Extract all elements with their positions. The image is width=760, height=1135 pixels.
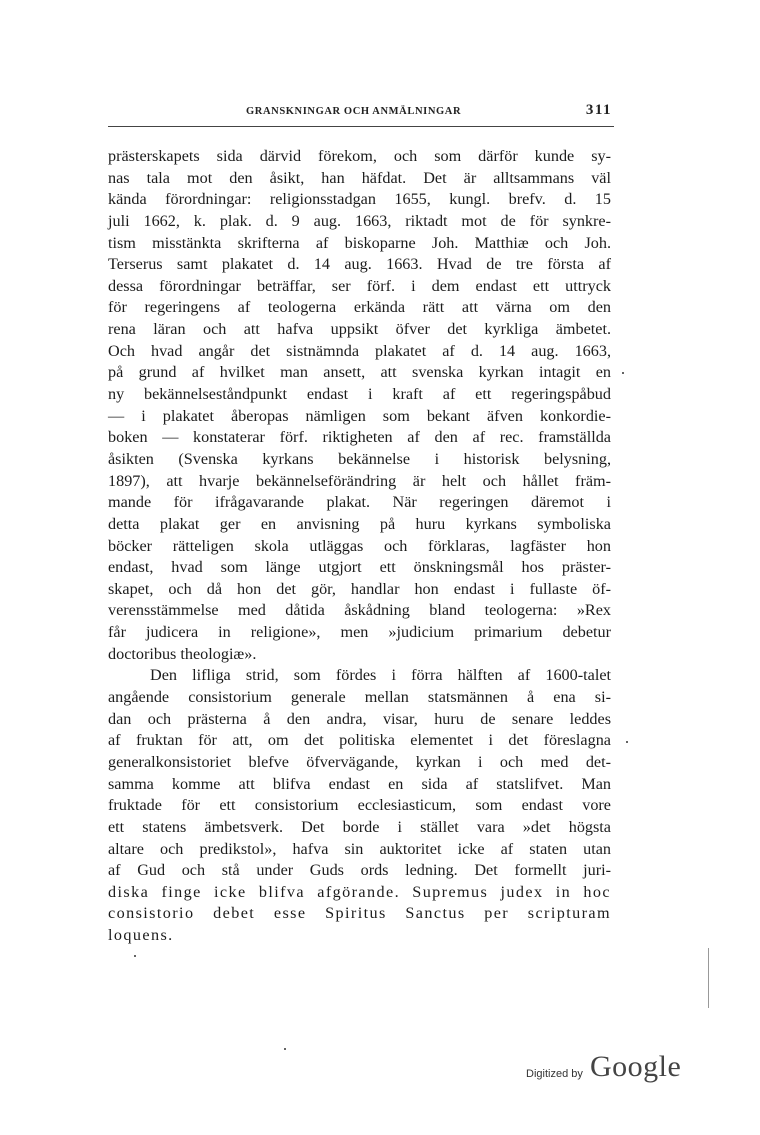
text-line: Terserus samt plakatet d. 14 aug. 1663. Hvad de tre första af	[108, 255, 611, 274]
scan-speck	[134, 955, 136, 957]
header-rule	[108, 126, 614, 127]
text-line: böcker rätteligen skola utläggas och förklaras, lagfäster hon	[108, 536, 611, 555]
text-line: dessa förordningar beträffar, ser förf. i dem endast ett uttryck	[108, 276, 611, 295]
text-line: åsikten (Svenska kyrkans bekännelse i historisk belysning,	[108, 449, 611, 468]
latin-spaced-line: consistorio debet esse Spiritus Sanctus per scripturam	[108, 904, 611, 923]
paragraph-start-line: Den lifliga strid, som fördes i förra hälften af 1600-talet	[150, 666, 611, 685]
text-line: på grund af hvilket man ansett, att svenska kyrkan intagit en	[108, 363, 611, 382]
text-line: af fruktan för att, om det politiska elementet i det föreslagna	[108, 731, 611, 750]
latin-spaced-line: loquens.	[108, 926, 174, 945]
google-logo: Google	[590, 1050, 682, 1083]
text-line: endast, hvad som länge utgjort ett önskningsmål hos präster-	[108, 558, 611, 577]
text-line: generalkonsistoriet blefve öfvervägande, kyrkan i och med det-	[108, 752, 611, 771]
text-line: boken — konstaterar förf. riktigheten af den af rec. framställda	[108, 428, 611, 447]
paragraph-end-line: doctoribus theologiæ».	[108, 644, 257, 663]
text-line: angående consistorium generale mellan statsmännen å ena si-	[108, 688, 611, 707]
digitized-by-label: Digitized by	[526, 1068, 583, 1080]
running-title: GRANSKNINGAR OCH ANMÄLNINGAR	[246, 106, 462, 117]
google-watermark	[526, 1050, 716, 1090]
text-line: dan och prästerna å den andra, visar, huru de senare leddes	[108, 709, 611, 728]
text-line: Och hvad angår det sistnämnda plakatet af d. 14 aug. 1663,	[108, 341, 611, 360]
text-line: verensstämmelse med dåtida åskådning bland teologerna: »Rex	[108, 601, 611, 620]
text-line: ett statens ämbetsverk. Det borde i stället vara »det högsta	[108, 817, 611, 836]
text-line: skapet, och då hon det gör, handlar hon endast i fullaste öf-	[108, 579, 611, 598]
scan-speck	[622, 372, 624, 374]
page-number: 311	[585, 102, 612, 118]
text-line: af Gud och stå under Guds ords ledning. Det formellt juri-	[108, 861, 611, 880]
scan-speck	[626, 741, 628, 743]
text-line: tism misstänkta skrifterna af biskoparne Joh. Matthiæ och Joh.	[108, 233, 611, 252]
text-line: juli 1662, k. plak. d. 9 aug. 1663, riktadt mot de för synkre-	[108, 211, 611, 230]
text-line: rena läran och att hafva uppsikt öfver det kyrkliga ämbetet.	[108, 320, 611, 339]
text-line: för regeringens af teologerna erkända rätt att värna om den	[108, 298, 611, 317]
text-line: fruktade för ett consistorium ecclesiasticum, som endast vore	[108, 796, 611, 815]
running-head	[108, 100, 614, 122]
text-line: kända förordningar: religionsstadgan 1655, kungl. brefv. d. 15	[108, 190, 611, 209]
text-line: får judicera in religione», men »judicium primarium debetur	[108, 623, 611, 642]
text-line: 1897), att hvarje bekännelseförändring är helt och hållet främ-	[108, 471, 611, 490]
latin-spaced-line: diska finge icke blifva afgörande. Supremus judex in hoc	[108, 882, 611, 901]
text-line: detta plakat ger en anvisning på huru kyrkans symboliska	[108, 514, 611, 533]
text-line: prästerskapets sida därvid förekom, och som därför kunde sy-	[108, 147, 611, 165]
text-line: — i plakatet åberopas nämligen som bekant äfven konkordie-	[108, 406, 611, 425]
text-line: mande för ifrågavarande plakat. När regeringen däremot i	[108, 493, 611, 512]
body-text	[108, 146, 611, 947]
text-line: altare och predikstol», hafva sin auktoritet icke af staten utan	[108, 839, 611, 858]
text-line: samma komme att blifva endast en sida af statslifvet. Man	[108, 774, 611, 793]
text-line: ny bekännelseståndpunkt endast i kraft af ett regeringspåbud	[108, 385, 611, 404]
text-line: nas tala mot den åsikt, han häfdat. Det är alltsammans väl	[108, 168, 611, 187]
scan-edge-mark	[708, 948, 709, 1008]
scan-speck	[284, 1048, 286, 1050]
